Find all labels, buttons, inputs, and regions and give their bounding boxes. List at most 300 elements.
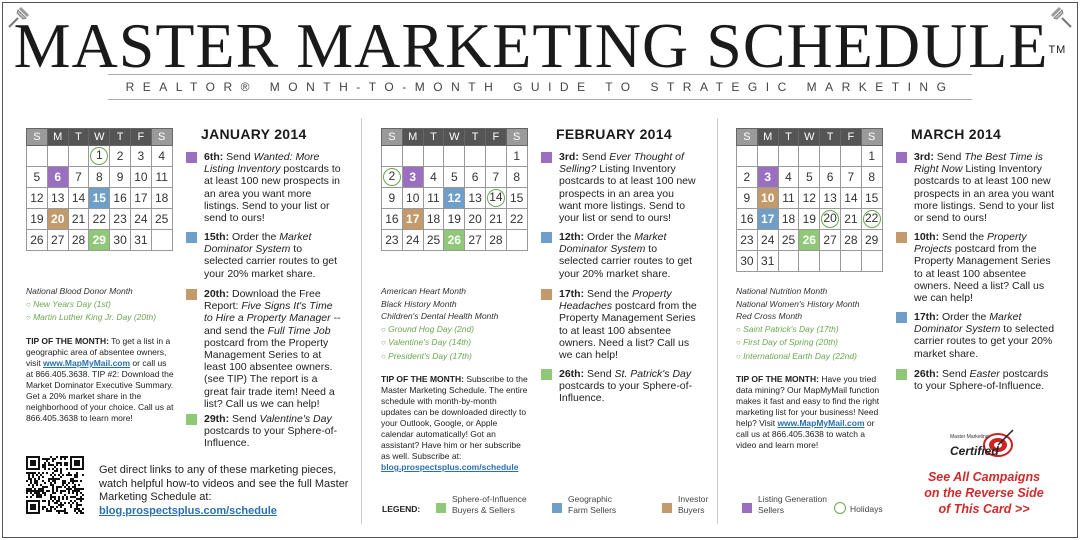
- event-text: postcards to your Sphere-of-Influence.: [559, 380, 693, 405]
- calendar-day: [382, 167, 403, 188]
- tip-text: or call us at 866.405.3638 to watch a video and learn more!: [736, 418, 875, 450]
- calendar-week-row: [737, 188, 883, 209]
- weekday-header: T: [110, 129, 131, 146]
- event-campaign-name: Market Dominator System: [559, 231, 667, 256]
- legend-line: Farm Sellers: [568, 504, 617, 515]
- calendar-day: 23: [382, 230, 403, 251]
- event-day: 17th:: [559, 288, 585, 300]
- marketing-event: [896, 231, 1056, 304]
- tip-text: or call us at 866.405.3638. TIP #2: Download the Market Dominator Executive Summary. Get a 20% market share in the neighborhood of your choice. Call us at 866.405.3638 to learn more!: [26, 358, 174, 423]
- event-text: Send the: [939, 231, 987, 243]
- calendar-day: [861, 251, 882, 272]
- event-text: postcard from the Property Management Series to at least 100 absentee owners. Need a list? Call us we can help!: [914, 243, 1051, 305]
- calendar-day: [465, 146, 486, 167]
- calendar-day: 30: [737, 251, 758, 272]
- calendar-day: 2: [110, 146, 131, 167]
- calendar-day: [820, 146, 841, 167]
- weekday-header: S: [382, 129, 403, 146]
- calendar-day: 15: [89, 188, 110, 209]
- weekday-header: T: [423, 129, 444, 146]
- marketing-event: [186, 288, 344, 410]
- event-text: to selected carrier routes to get your 20% market share.: [559, 243, 693, 280]
- calendar-day: [799, 251, 820, 272]
- event-campaign-name: Valentine's Day: [259, 413, 332, 425]
- calendar-day: [778, 146, 799, 167]
- calendar-day: 10: [757, 188, 778, 209]
- calendar-week-row: [737, 230, 883, 251]
- calendar-day: 3: [130, 146, 151, 167]
- calendar-day: 10: [130, 167, 151, 188]
- calendar-grid: [736, 128, 883, 272]
- event-text: to selected carrier routes to get your 20% market share.: [204, 243, 338, 280]
- calendar-day: [799, 146, 820, 167]
- calendar-day: 19: [444, 209, 465, 230]
- event-campaign-name: Full Time Job: [267, 324, 331, 337]
- event-campaign-name: The Best Time is Right Now: [914, 151, 1043, 176]
- column-divider: [717, 118, 718, 524]
- marketing-event: [896, 311, 1056, 360]
- calendar-day: 17: [757, 209, 778, 230]
- calendar-day: 18: [778, 209, 799, 230]
- reverse-side-callout: [904, 469, 1064, 517]
- marketing-event: [186, 413, 344, 450]
- calendar-day: 26: [799, 230, 820, 251]
- calendar-day: 7: [68, 167, 89, 188]
- title-text: MASTER MARKETING SCHEDULE: [13, 10, 1049, 81]
- calendar-day: 18: [151, 188, 172, 209]
- subtitle: REALTOR® MONTH-TO-MONTH GUIDE TO STRATEGIC MARKETING: [125, 80, 955, 94]
- weekday-header: S: [737, 129, 758, 146]
- calendar-week-row: [382, 209, 528, 230]
- cert-text: Certified: [950, 444, 999, 458]
- observance-item: Red Cross Month: [736, 311, 803, 321]
- observances-list: [26, 285, 196, 325]
- month-title: JANUARY 2014: [201, 126, 307, 142]
- calendar-day: 7: [485, 167, 506, 188]
- calendar-day: [485, 146, 506, 167]
- calendar-day: [382, 146, 403, 167]
- tip-label: TIP OF THE MONTH:: [26, 336, 109, 346]
- column-divider: [361, 118, 362, 524]
- event-color-square: [186, 414, 197, 425]
- calendar-week-row: [737, 209, 883, 230]
- calendar-day: [151, 230, 172, 251]
- calendar-week-row: [27, 146, 173, 167]
- calendar-day: 28: [840, 230, 861, 251]
- page-title: [0, 10, 1080, 81]
- cta-line: See All Campaigns: [927, 470, 1041, 484]
- weekday-header: T: [820, 129, 841, 146]
- cert-small-text: Master Marketing: [950, 434, 989, 440]
- footer-text-block: [99, 464, 349, 518]
- holiday-item: ○ President's Day (17th): [381, 350, 551, 364]
- weekday-header-row: [27, 129, 173, 146]
- holiday-day-marker: 14: [487, 189, 505, 207]
- calendar-day: [27, 146, 48, 167]
- calendar-day: 22: [89, 209, 110, 230]
- event-campaign-name: Property Headaches: [559, 288, 672, 313]
- holiday-circle-icon: [834, 502, 846, 514]
- event-color-square: [186, 232, 197, 243]
- calendar-day: 25: [423, 230, 444, 251]
- calendar-day: 21: [840, 209, 861, 230]
- calendar-day: [423, 146, 444, 167]
- calendar-week-row: [27, 167, 173, 188]
- event-text: to selected carrier routes to get your 20% market share.: [914, 323, 1055, 360]
- event-color-square: [541, 232, 552, 243]
- weekday-header: M: [757, 129, 778, 146]
- calendar-day: 11: [151, 167, 172, 188]
- calendar-day: [89, 146, 110, 167]
- calendar-day: 9: [737, 188, 758, 209]
- observance-item: American Heart Month: [381, 286, 467, 296]
- calendar-day: 24: [130, 209, 151, 230]
- calendar-day: 5: [27, 167, 48, 188]
- calendar-grid: [26, 128, 173, 251]
- event-campaign-name: St. Patrick's Day: [614, 368, 692, 380]
- event-text: -- and send the: [204, 312, 341, 337]
- calendar-day: 6: [465, 167, 486, 188]
- calendar-day: 23: [110, 209, 131, 230]
- calendar-day: 20: [465, 209, 486, 230]
- calendar-day: 13: [465, 188, 486, 209]
- event-color-square: [541, 152, 552, 163]
- tip-label: TIP OF THE MONTH:: [381, 374, 464, 384]
- legend-line: Sellers: [758, 504, 784, 515]
- legend-holidays-label: Holidays: [850, 504, 883, 514]
- calendar-day: 9: [382, 188, 403, 209]
- event-text: Send: [584, 368, 615, 380]
- calendar-day: 18: [423, 209, 444, 230]
- event-text: Send: [939, 368, 970, 380]
- event-color-square: [541, 369, 552, 380]
- tip-link[interactable]: blog.prospectsplus.com/schedule: [381, 462, 519, 472]
- event-campaign-name: Easter: [969, 368, 1000, 380]
- calendar-day: 27: [820, 230, 841, 251]
- event-day: 12th:: [559, 231, 585, 243]
- marketing-event: [541, 231, 699, 280]
- cta-line: of This Card >>: [938, 502, 1030, 516]
- calendar-grid: [381, 128, 528, 251]
- event-text: Send: [933, 151, 965, 163]
- calendar-day: 25: [778, 230, 799, 251]
- calendar-day: 30: [110, 230, 131, 251]
- weekday-header-row: [737, 129, 883, 146]
- calendar-day: 16: [737, 209, 758, 230]
- legend-text: [758, 494, 827, 515]
- event-text: Listing Inventory postcards to at least 100 new prospects in an area you want more listings. Send to your list or send to ours!: [559, 163, 696, 225]
- event-day: 17th:: [914, 311, 940, 323]
- calendar-day: 10: [402, 188, 423, 209]
- observance-item: National Women's History Month: [736, 298, 860, 309]
- calendar-day: 5: [444, 167, 465, 188]
- tip-text: To get a list in a geographic area of absentee owners, visit: [26, 336, 171, 368]
- legend-line: Sphere-of-Influence: [452, 494, 527, 504]
- event-text: postcard from the Property Management Series to at least 100 absentee owners. (see TIP) The report is a great fair trade item! Need a list? Call us we can help!: [204, 336, 335, 410]
- legend-text: [678, 494, 708, 515]
- calendar-day: [820, 209, 841, 230]
- tip-text: Have you tried data mining? Our MapMyMail function makes it fast and easy to find the right marketing list for your business! Need help? Visit: [736, 374, 880, 428]
- calendar-day: [506, 230, 527, 251]
- event-text: Download the Free Report:: [204, 288, 321, 313]
- event-day: 6th:: [204, 151, 224, 163]
- calendar-day: 15: [861, 188, 882, 209]
- calendar-day: 12: [27, 188, 48, 209]
- calendar-day: 5: [799, 167, 820, 188]
- calendar-week-row: [382, 146, 528, 167]
- weekday-header: S: [151, 129, 172, 146]
- calendar-day: 4: [778, 167, 799, 188]
- calendar-day: 14: [68, 188, 89, 209]
- calendar-day: 21: [68, 209, 89, 230]
- event-color-square: [896, 152, 907, 163]
- event-color-square: [186, 152, 197, 163]
- trademark: TM: [1048, 44, 1067, 56]
- calendar-day: 4: [151, 146, 172, 167]
- calendar-day: 6: [820, 167, 841, 188]
- weekday-header: T: [465, 129, 486, 146]
- holiday-day-marker: 1: [90, 147, 108, 165]
- observance-item: Children's Dental Health Month: [381, 311, 499, 321]
- footer-text: Get direct links to any of these marketing pieces, watch helpful how-to videos and see the full Master Marketing Schedule at:: [99, 464, 349, 503]
- calendar-day: 28: [485, 230, 506, 251]
- month-title: MARCH 2014: [911, 126, 1002, 142]
- calendar-day: 4: [423, 167, 444, 188]
- event-day: 3rd:: [559, 151, 579, 163]
- marketing-event: [896, 151, 1056, 224]
- holiday-item: ○ Martin Luther King Jr. Day (20th): [26, 311, 196, 325]
- marketing-event: [541, 288, 699, 361]
- tip-of-the-month: [736, 374, 884, 451]
- tip-of-the-month: [26, 336, 174, 424]
- event-text: postcard from the Property Management Series to at least 100 absentee owners. Need a list? Call us we can help!: [559, 300, 697, 362]
- event-color-square: [896, 232, 907, 243]
- weekday-header: F: [485, 129, 506, 146]
- holiday-day-marker: 2: [383, 168, 401, 186]
- marketing-event: [186, 231, 344, 280]
- event-day: 26th:: [914, 368, 940, 380]
- calendar-day: 19: [27, 209, 48, 230]
- event-day: 10th:: [914, 231, 940, 243]
- month-title: FEBRUARY 2014: [556, 126, 672, 142]
- holiday-item: ○ Saint Patrick's Day (17th): [736, 323, 906, 337]
- event-color-square: [896, 369, 907, 380]
- legend-text: [568, 494, 616, 515]
- tip-link[interactable]: www.MapMyMail.com: [43, 358, 131, 368]
- calendar-day: 9: [110, 167, 131, 188]
- event-campaign-name: Wanted: More Listing Inventory: [204, 151, 320, 176]
- weekday-header: T: [778, 129, 799, 146]
- calendar-day: [820, 251, 841, 272]
- holiday-day-marker: 20: [821, 210, 839, 228]
- weekday-header: F: [130, 129, 151, 146]
- calendar-day: 31: [757, 251, 778, 272]
- event-color-square: [896, 312, 907, 323]
- calendar-week-row: [382, 188, 528, 209]
- event-text: Order the: [229, 231, 280, 243]
- calendar-day: 16: [382, 209, 403, 230]
- calendar-day: 12: [444, 188, 465, 209]
- weekday-header: W: [89, 129, 110, 146]
- holiday-day-marker: 22: [863, 210, 881, 228]
- calendar-day: 27: [465, 230, 486, 251]
- subtitle-band: [108, 74, 972, 100]
- event-color-square: [186, 289, 197, 300]
- legend-line: Listing Generation: [758, 494, 827, 504]
- event-campaign-name: Ever Thought of Selling?: [559, 151, 684, 176]
- legend-line: Investor: [678, 494, 709, 504]
- weekday-header: S: [27, 129, 48, 146]
- holiday-item: ○ First Day of Spring (20th): [736, 336, 906, 350]
- calendar-week-row: [382, 167, 528, 188]
- weekday-header: S: [861, 129, 882, 146]
- qr-code-icon[interactable]: [26, 456, 84, 514]
- calendar-day: 29: [861, 230, 882, 251]
- calendar-day: 24: [402, 230, 423, 251]
- event-text: postcards to at least 100 new prospects in an area you want more listings. Send to your list or send to ours!: [204, 163, 341, 225]
- calendar-day: [402, 146, 423, 167]
- event-day: 26th:: [559, 368, 585, 380]
- weekday-header: M: [47, 129, 68, 146]
- calendar-day: 26: [27, 230, 48, 251]
- event-text: Order the: [584, 231, 635, 243]
- event-text: Listing Inventory postcards to at least 100 new prospects in an area you want more listings. Send to your list or send to ours!: [914, 163, 1055, 225]
- calendar-day: 12: [799, 188, 820, 209]
- calendar-day: [757, 146, 778, 167]
- event-day: 3rd:: [914, 151, 934, 163]
- calendar-day: [68, 146, 89, 167]
- calendar-week-row: [737, 146, 883, 167]
- calendar-day: 28: [68, 230, 89, 251]
- legend-line: Buyers: [678, 504, 705, 515]
- calendar-day: 8: [89, 167, 110, 188]
- calendar-day: 15: [506, 188, 527, 209]
- cta-line: on the Reverse Side: [924, 486, 1044, 500]
- legend-color-square: [552, 503, 562, 513]
- calendar-day: [861, 209, 882, 230]
- calendar-day: 14: [840, 188, 861, 209]
- legend-color-square: [742, 503, 752, 513]
- calendar-week-row: [737, 167, 883, 188]
- observance-item: Black History Month: [381, 298, 457, 309]
- calendar-day: [778, 251, 799, 272]
- weekday-header: T: [68, 129, 89, 146]
- calendar-day: 1: [506, 146, 527, 167]
- observances-list: [736, 285, 906, 363]
- tip-of-the-month: [381, 374, 529, 473]
- weekday-header: M: [402, 129, 423, 146]
- calendar-day: [840, 251, 861, 272]
- calendar-day: 6: [47, 167, 68, 188]
- event-text: postcards to your Sphere-of-Influence.: [204, 425, 338, 450]
- footer-url-link[interactable]: blog.prospectsplus.com/schedule: [99, 504, 277, 517]
- event-text: Order the: [939, 311, 990, 323]
- calendar-day: 7: [840, 167, 861, 188]
- event-day: 15th:: [204, 231, 230, 243]
- holiday-item: ○ Valentine's Day (14th): [381, 336, 551, 350]
- event-color-square: [541, 289, 552, 300]
- calendar-day: 8: [506, 167, 527, 188]
- weekday-header: W: [799, 129, 820, 146]
- calendar-day: [840, 146, 861, 167]
- event-day: 29th:: [204, 413, 230, 425]
- calendar-week-row: [27, 209, 173, 230]
- calendar-day: 24: [757, 230, 778, 251]
- tip-text: Subscribe to the Master Marketing Schedule. The entire schedule with month-by-month updates can be downloaded directly to your Outlook, Google, or Apple calendar automatically! Got an assistant? Have him or her subscribe as well. Subscribe at:: [381, 374, 528, 461]
- calendar-day: 26: [444, 230, 465, 251]
- observances-list: [381, 285, 551, 363]
- holiday-item: ○ International Earth Day (22nd): [736, 350, 906, 364]
- event-text: postcards to your Sphere-of-Influence.: [914, 368, 1049, 393]
- event-campaign-name: Market Dominator System: [204, 231, 312, 256]
- event-text: Send: [223, 151, 254, 163]
- calendar-day: 29: [89, 230, 110, 251]
- weekday-header-row: [382, 129, 528, 146]
- calendar-day: 8: [861, 167, 882, 188]
- calendar-week-row: [27, 230, 173, 251]
- event-day: 20th:: [204, 288, 230, 300]
- calendar-day: 19: [799, 209, 820, 230]
- calendar-day: [47, 146, 68, 167]
- calendar-day: 3: [402, 167, 423, 188]
- calendar-day: [485, 188, 506, 209]
- calendar-day: 13: [820, 188, 841, 209]
- calendar-week-row: [382, 230, 528, 251]
- event-text: Send the: [584, 288, 632, 300]
- legend-text: [452, 494, 527, 515]
- observance-item: National Nutrition Month: [736, 286, 828, 296]
- calendar-week-row: [27, 188, 173, 209]
- calendar-day: 17: [402, 209, 423, 230]
- calendar-day: 22: [506, 209, 527, 230]
- observance-item: National Blood Donor Month: [26, 286, 133, 296]
- calendar-day: 23: [737, 230, 758, 251]
- certified-badge: [950, 428, 1020, 462]
- tip-label: TIP OF THE MONTH:: [736, 374, 819, 384]
- holiday-item: ○ Ground Hog Day (2nd): [381, 323, 551, 337]
- calendar-day: 1: [861, 146, 882, 167]
- marketing-event: [541, 368, 699, 405]
- calendar-day: 11: [778, 188, 799, 209]
- event-text: Send: [578, 151, 610, 163]
- event-campaign-name: Property Projects: [914, 231, 1027, 256]
- weekday-header: S: [506, 129, 527, 146]
- legend-line: Buyers & Sellers: [452, 504, 515, 515]
- calendar-day: 11: [423, 188, 444, 209]
- calendar-day: 31: [130, 230, 151, 251]
- calendar-week-row: [737, 251, 883, 272]
- event-campaign-name: Market Dominator System: [914, 311, 1022, 336]
- calendar-day: 3: [757, 167, 778, 188]
- legend-color-square: [662, 503, 672, 513]
- calendar-day: 16: [110, 188, 131, 209]
- weekday-header: W: [444, 129, 465, 146]
- tip-link[interactable]: www.MapMyMail.com: [777, 418, 865, 428]
- holiday-item: ○ New Years Day (1st): [26, 298, 196, 312]
- legend-line: Geographic: [568, 494, 612, 504]
- legend-color-square: [436, 503, 446, 513]
- event-text: Send: [229, 413, 260, 425]
- calendar-day: 13: [47, 188, 68, 209]
- marketing-event: [186, 151, 344, 224]
- calendar-day: 17: [130, 188, 151, 209]
- calendar-day: 27: [47, 230, 68, 251]
- marketing-event: [541, 151, 699, 224]
- calendar-day: [737, 146, 758, 167]
- calendar-day: [444, 146, 465, 167]
- event-campaign-name: Five Signs It's Time to Hire a Property Manager: [204, 300, 333, 325]
- weekday-header: F: [840, 129, 861, 146]
